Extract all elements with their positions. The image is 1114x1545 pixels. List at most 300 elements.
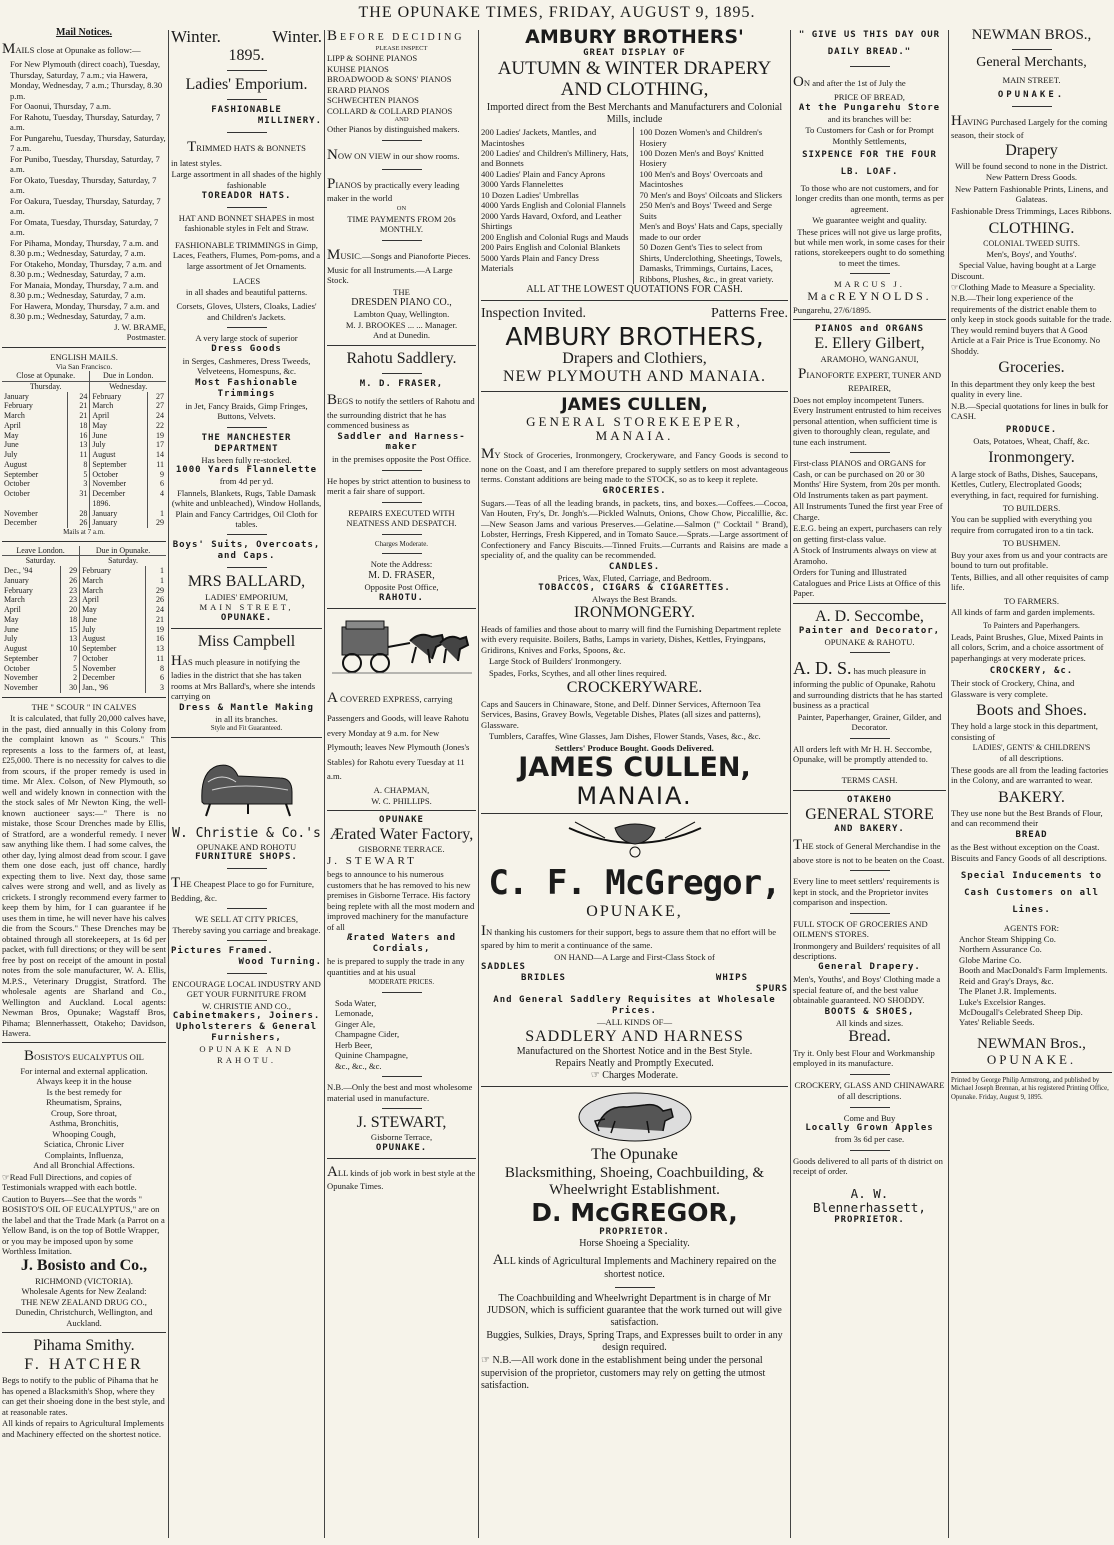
table-cell: 17 <box>156 440 164 450</box>
most-fashionable-body: in Jet, Fancy Braids, Gimp Fringes, Buttons, Velvets. <box>185 400 308 422</box>
table-cell: January <box>90 518 148 528</box>
mail-item: For Omata, Tuesday, Thursday, Saturday, 7 a.m. <box>10 216 159 238</box>
terms-cash: TERMS CASH. <box>841 775 898 786</box>
table-cell: July <box>80 625 146 635</box>
coachbuilding: The Coachbuilding and Wheelwright Department is in charge of Mr JUDSON, which is sufficient guarantee that the work turned out will give satisfaction. <box>487 1292 782 1328</box>
blacksmithing: Blacksmithing, Shoeing, Coachbuilding, & Wheelwright Establishment. <box>504 1164 765 1199</box>
groceries-quality: In this department they only keep the best quality in every line. <box>951 378 1095 400</box>
candles-heading: CANDLES. <box>608 561 661 572</box>
bosisto-read: Read Full Directions, and copies of Testimonials wrapped with each bottle. <box>2 1171 137 1193</box>
autumn-winter: AUTUMN & WINTER DRAPERY <box>497 57 772 79</box>
ambury-item: 400 Ladies' Plain and Fancy Aprons <box>481 168 605 179</box>
table-cell: August <box>80 634 146 644</box>
tents-billies: Tents, Billies, and all other requisites of camp life. <box>951 571 1109 593</box>
proprietor: PROPRIETOR. <box>599 1226 670 1237</box>
table-row <box>2 401 166 411</box>
pihama-name: F. HATCHER <box>24 1355 144 1373</box>
table-cell: September <box>80 644 146 654</box>
table-cell: February <box>80 566 146 576</box>
repairs-neatly: Repairs Neatly and Promptly Executed. <box>555 1058 714 1070</box>
remedy-item: Is the best remedy for <box>46 1086 122 1097</box>
agents-for: AGENTS FOR: <box>1003 923 1060 934</box>
table-row <box>2 576 166 586</box>
agent-item: Booth and MacDonald's Farm Implements. <box>959 965 1108 976</box>
pungarehu-store: At the Pungarehu Store <box>798 102 941 113</box>
new-pattern-prints: New Pattern Fashionable Prints, Linens, and Galateas. <box>955 183 1108 205</box>
table-cell: November <box>2 509 68 519</box>
ambury-item: 100 Dozen Women's and Children's Hosiery <box>639 127 763 148</box>
aerated-factory: Ærated Water Factory, <box>329 826 474 844</box>
daily-bread: " GIVE US THIS DAY OUR DAILY BREAD." <box>798 30 941 58</box>
mails-table-1 <box>2 371 166 528</box>
bosisto-agents: Wholesale Agents for New Zealand: <box>21 1286 147 1297</box>
scour-title: THE " SCOUR " IN CALVES <box>31 701 137 712</box>
buggies: Buggies, Sulkies, Drays, Spring Traps, and Expresses built to order in any design required. <box>486 1330 783 1354</box>
cabinetmakers: Cabinetmakers, Joiners. Upholsterers & General Furnishers, <box>172 1011 321 1044</box>
on-and-after: ON and after the 1st of July the <box>793 74 906 91</box>
trimmings: FASHIONABLE TRIMMINGS in Gimp, Laces, Feathers, Flumes, Pom-poms, and a large assortment of Jet Ornaments. <box>172 239 321 271</box>
table-cell: August <box>90 450 148 460</box>
bosisto-firm: J. Bosisto and Co., <box>20 1257 148 1275</box>
table-cell: 13 <box>60 634 80 644</box>
table-cell: 27 <box>156 391 164 401</box>
weight-quality: We guarantee weight and quality. <box>812 215 927 226</box>
table-cell: 15 <box>60 625 80 635</box>
english-mails-via: Via San Francisco. <box>55 362 113 372</box>
table-cell: 1 <box>160 508 164 518</box>
charges-moderate-2: Charges Moderate. <box>602 1070 679 1082</box>
table-cell: 28 <box>68 509 90 519</box>
all-kinds-of: —ALL KINDS OF— <box>596 1017 673 1028</box>
table-cell: December <box>80 673 146 683</box>
general-store: GENERAL STORE <box>805 805 934 823</box>
table-cell: 31 <box>68 489 90 499</box>
ads-initials: A. D. S. <box>793 658 852 679</box>
drink-item: Soda Water, <box>335 997 377 1008</box>
groceries-heading-2: Groceries. <box>998 359 1065 377</box>
aramoho: ARAMOHO, WANGANUI, <box>820 353 919 364</box>
builders: Large Stock of Builders' Ironmongery. <box>489 656 622 667</box>
macreynolds: MacREYNOLDS. <box>807 288 932 303</box>
dress-goods-body: in Serges, Cashmeres, Dress Tweeds, Velveteens, Homespuns, &c. <box>182 355 311 377</box>
new-pattern-dress: New Pattern Dress Goods. <box>985 172 1078 183</box>
drapers-clothiers: Drapers and Clothiers, <box>562 350 707 368</box>
table-row <box>2 595 166 605</box>
mail-item: For Oakura, Tuesday, Thursday, Saturday, 7 a.m. <box>10 195 161 217</box>
ballard-town: OPUNAKE. <box>220 612 273 623</box>
stewart-body: begs to announce to his numerous customers that he has removed to his new premises in Gisborne Terrace. His factory being replete with all the most modern and improved machinery for the manufacture of all <box>327 869 475 932</box>
newman-bros: NEWMAN BROS., <box>971 27 1092 43</box>
to-painters-body: Leads, Paint Brushes, Glue, Mixed Paints in all colors, Scrim, and a choice assortment of paperhangings at very moderate prices. <box>951 631 1104 663</box>
bosisto-drug: THE NEW ZEALAND DRUG CO., <box>21 1296 147 1307</box>
ambury-item: 100 Dozen Men's and Boys' Knitted Hosiery <box>639 147 764 169</box>
ambury-item: 10 Dozen Ladies' Umbrellas <box>481 189 579 200</box>
settlers-produce: Settlers' Produce Bought. Goods Delivered. <box>555 742 714 753</box>
latest-styles: in latest styles. <box>171 157 222 168</box>
scour-body: It is calculated, that fully 20,000 calves have, in the past, died annually in this Colony from the complaint known as " Scours." This represents a loss to the farmers of, at least, £25,000. There is no necessity for calves to die from scours, if the proper remedy is used in time. Mr Alex. Colson, of New Plymouth, so well and widely known in connection with the the stock sales of Mr Newton King, the well-known auctioneer says:—" There is no mistake, those Scour Drenches made by Ellis, of Stratford, are a wonderful remedy. I never saw anything like them. I had some calves, the other day, lying almost dead from scour. I gave them one dose each, just off chance, hardly expecting them to live. Next day, those same calves were strong and well, and as lively as crickets. I strongly recommend every farmer to keep them by him, for I can guarantee if he uses them in time, he will never have his calves die from the Scours." These Drenches may be obtained through all storekeepers, at 1s 6d per packet, with full directions; or they will be sent free by post on receipt of the amount in postal notes from the sole manufacturer, W. A. Ellis, M.P.S., Veterinary Druggist, Stratford. The wholesale agents are Sharland and Co., Wellington and Auckland. Local agents: Newman Bros, Opunake; Wagstaff Bros, Pihama; Blennerhassett, Otakeho; Davidson, Hawera. <box>2 713 166 1038</box>
saddle-crest-illustration <box>565 818 705 862</box>
groceries-nb: N.B.—Special quotations for lines in bulk for CASH. <box>951 400 1109 422</box>
table-row <box>2 431 166 441</box>
job-work: ALL kinds of job work in best style at the Opunake Times. <box>327 1163 476 1192</box>
mail-role: Postmaster. <box>126 332 166 343</box>
ambury-item: 4000 Yards English and Colonial Flannels <box>481 200 626 211</box>
bread-body: as the Best without exception on the Coast. <box>951 841 1100 852</box>
table-cell: 16 <box>68 431 90 441</box>
table-row <box>2 683 166 693</box>
saddles: SADDLES <box>481 962 526 973</box>
fashionable: FASHIONABLE <box>211 105 282 116</box>
ambury-title: AMBURY BROTHERS' <box>525 27 744 48</box>
please-inspect: PLEASE INSPECT <box>375 45 428 53</box>
horse-shoeing-illustration <box>575 1091 695 1143</box>
piano-item: SCHWECHTEN PIANOS <box>327 95 419 106</box>
clothing-heading: CLOTHING. <box>988 220 1075 238</box>
gilbert-employ: Does not employ incompetent Tuners. Every Instrument entrusted to him receives personal attention, when sufficient time is given to thoroughly clean, regulate, and tune each instrument. <box>793 394 942 447</box>
ambury-item: 2000 Yards Havard, Oxford, and Leather Shirtings <box>481 210 622 232</box>
pianos-organs: PIANOS and ORGANS <box>814 324 925 335</box>
table-cell: August <box>2 460 68 470</box>
table-cell: 4 <box>160 489 164 499</box>
trimmed-hats: TRIMMED HATS & BONNETS <box>187 139 306 156</box>
table-cell: 11 <box>156 653 164 663</box>
table-cell: 24 <box>156 411 164 421</box>
to-painters: To Painters and Paperhangers. <box>983 620 1080 630</box>
table-cell: December <box>90 489 148 499</box>
pianos-by: PIANOS by practically every leading maker in the world <box>327 175 460 204</box>
ambury-item: 50 Dozen Gent's Ties to select from <box>639 242 763 253</box>
biscuits: Biscuits and Fancy Goods of all descriptions. <box>951 853 1107 864</box>
table-cell: 7 <box>60 654 80 664</box>
mail-signature: J. W. BRAME, <box>114 321 166 332</box>
boots-ladies: LADIES', GENTS' & CHILDREN'S <box>972 743 1091 753</box>
the-opunake: The Opunake <box>591 1146 678 1164</box>
manaia: MANAIA. <box>595 428 674 444</box>
boys-suits: Boys' Suits, Overcoats, and Caps. <box>172 540 321 562</box>
remedy-item: Always keep it in the house <box>36 1076 132 1087</box>
ironmongery-heading-2: Ironmongery. <box>988 449 1075 467</box>
table-cell: 5 <box>68 470 90 480</box>
d-mcgregor: D. McGREGOR, <box>531 1198 738 1228</box>
customers-cash: To Customers for Cash or for Prompt Monthly Settlements, <box>805 125 934 146</box>
table-row <box>2 664 166 674</box>
table-cell: May <box>2 431 68 441</box>
drink-list <box>327 998 476 1071</box>
mantle-making: Dress & Mantle Making <box>179 702 314 713</box>
pictures-framed: Pictures Framed. <box>171 946 274 957</box>
table-subheader: Thursday. <box>2 381 90 391</box>
mail-item: For Punibo, Tuesday, Thursday, Saturday, 7 a.m. <box>10 153 160 175</box>
mail-item: For Oaonui, Thursday, 7 a.m. <box>10 101 111 112</box>
ambury-item: 250 Men's and Boys' Tweed and Serge Suits <box>639 200 772 221</box>
bosisto-sub: For internal and external application. <box>20 1065 148 1076</box>
table-cell: February <box>2 401 68 411</box>
stewart-name: J. STEWART, <box>356 1114 447 1131</box>
drink-item: Quinine Champagne, <box>335 1050 409 1061</box>
drink-item: Champagne Cider, <box>335 1029 400 1040</box>
masthead: THE OPUNAKE TIMES, FRIDAY, AUGUST 9, 1895. <box>358 4 756 21</box>
table-cell: 19 <box>156 624 164 634</box>
moderate-prices: MODERATE PRICES. <box>368 978 435 987</box>
table-subheader: Wednesday. <box>109 381 148 391</box>
ambury-item: 5000 Yards Plain and Fancy Dress Materials <box>481 252 599 274</box>
at-dunedin: And at Dunedin. <box>372 330 431 341</box>
special-value: Special Value, having bought at a Large Discount. <box>951 260 1096 281</box>
table-row <box>2 460 166 470</box>
remedy-item: Sciatica, Chronic Liver <box>44 1139 124 1150</box>
piano-item: LIPP & SOHNE PIANOS <box>327 53 418 64</box>
saddlery-harness: SADDLERY AND HARNESS <box>525 1027 744 1045</box>
table-row <box>2 615 166 625</box>
table-cell: 30 <box>60 683 80 693</box>
pihama-title: Pihama Smithy. <box>33 1337 135 1355</box>
table-cell: 29 <box>156 518 164 528</box>
boots-body: They hold a large stock in this department, consisting of <box>951 721 1098 742</box>
table-cell: January <box>2 576 60 586</box>
boots-shoes-heading: Boots and Shoes. <box>976 701 1087 719</box>
table-cell: 27 <box>156 401 164 411</box>
table-cell: 3 <box>160 683 164 693</box>
stewart-spaced: J. STEWART <box>327 854 417 867</box>
table-cell: April <box>80 595 146 605</box>
drapery: Drapery <box>1005 141 1058 159</box>
rahotu-saddlery: Rahotu Saddlery. <box>346 349 457 367</box>
apples-price: from 3s 6d per case. <box>834 1134 905 1145</box>
emporium-title: Ladies' Emporium. <box>185 75 308 93</box>
fashionable-trimmings: Fashionable Dress Trimmings, Laces Ribbons. <box>951 205 1112 216</box>
lowest-quotations: ALL AT THE LOWEST QUOTATIONS FOR CASH. <box>526 284 743 296</box>
table-cell: July <box>2 634 60 644</box>
ambury-item: 100 Men's and Boys' Overcoats and Macintoshes <box>639 168 763 190</box>
fraser-begs: BEGS to notify the settlers of Rahotu and the surrounding district that he has commenced business as <box>327 392 475 431</box>
brookes-manager: M. J. BROOKES ... ... Manager. <box>345 319 458 330</box>
table-row <box>2 499 166 509</box>
tuned-free: All Instruments Tuned the first year Free of Charge. <box>793 501 943 522</box>
mail-item: For Pungarehu, Tuesday, Thursday, Saturday, 7 a.m. <box>10 132 166 154</box>
drink-item: Herb Beer, <box>335 1039 373 1050</box>
covered-express: A COVERED EXPRESS, carrying Passengers and Goods, will leave Rahotu every Monday at 9 a.m. for New Plymouth; leaves New Plymouth (Jones's Stables) for Rahotu every Tuesday at 11 a.m. <box>327 689 470 782</box>
table-cell: 26 <box>156 595 164 605</box>
general-storekeeper: GENERAL STOREKEEPER, <box>526 413 743 429</box>
goods-delivered: Goods delivered to all parts of th district on receipt of order. <box>793 1155 943 1177</box>
table-cell: 18 <box>68 421 90 431</box>
on: ON <box>396 204 407 212</box>
opposite-post: Opposite Post Office, <box>364 582 439 593</box>
aerated-waters: Ærated Waters and Cordials, <box>346 933 457 955</box>
table-cell: July <box>2 450 68 460</box>
remedy-item: Croup, Sore throat, <box>51 1107 117 1118</box>
table-cell: 6 <box>160 479 164 489</box>
agent-item: Anchor Steam Shipping Co. <box>959 933 1056 944</box>
table-cell: 1 <box>160 575 164 585</box>
mail-item: For Rahotu, Tuesday, Thursday, Saturday, 7 a.m. <box>10 111 161 133</box>
fraser-name: M. D. FRASER, <box>359 379 444 390</box>
having-purchased: HAVING Purchased Largely for the coming season, their stock of <box>951 112 1108 141</box>
table-header: Leave London. <box>2 546 80 556</box>
to-builders-body: You can be supplied with everything you require from corrugated iron to a tin tack. <box>951 514 1094 535</box>
blennerhassett-proprietor: PROPRIETOR. <box>834 1215 905 1226</box>
table-cell: 29 <box>156 585 164 595</box>
to-builders: TO BUILDERS. <box>1002 503 1061 513</box>
table-row <box>2 411 166 421</box>
table-cell: May <box>2 615 60 625</box>
groceries-heading: GROCERIES. <box>602 485 667 496</box>
otakeho: OTAKEHO <box>847 794 892 805</box>
table-cell: October <box>2 664 60 674</box>
general-merchants: General Merchants, <box>976 55 1087 71</box>
first-class-pianos: First-class PIANOS and ORGANS for Cash, or can be purchased on 20 or 30 Months' Hire System, from 20s per month. Old Instruments taken as part payment. <box>793 458 941 500</box>
column-6 <box>949 27 1114 1539</box>
campbell-body: HAS much pleasure in notifying the ladies in the district that she has taken rooms at Mrs Ballard's, where she intends carrying on <box>171 653 316 702</box>
remedy-item: Complaints, Influenza, <box>44 1149 124 1160</box>
ads-trade: Painter, Paperhanger, Grainer, Gilder, and Decorator. <box>797 711 942 733</box>
table-cell: 24 <box>68 392 90 402</box>
hat-shapes: HAT AND BONNET SHAPES in most fashionable styles in Felt and Straw. <box>178 212 315 234</box>
opunake-rahotu: OPUNAKE & RAHOTU. <box>824 636 915 647</box>
to-bushmen: TO BUSHMEN. <box>1002 538 1061 549</box>
remedy-item: And all Bronchial Affections. <box>33 1160 135 1171</box>
stock-instruments: A Stock of Instruments always on view at Aramoho. <box>793 545 937 566</box>
the: THE <box>393 286 410 297</box>
table-cell: March <box>90 401 148 411</box>
table-cell: 29 <box>60 566 80 576</box>
time-payments: TIME PAYMENTS FROM 20s MONTHLY. <box>347 213 456 235</box>
ambury-item: 200 English and Colonial Rugs and Mauds <box>481 231 629 242</box>
stewart-nb: N.B.—Only the best and most wholesome material used in manufacture. <box>327 1082 473 1103</box>
wood-turning: Wood Turning. <box>238 956 322 967</box>
table-cell: 20 <box>60 605 80 615</box>
christie-places: OPUNAKE AND ROHOTU <box>196 841 297 852</box>
stewart-town: OPUNAKE. <box>375 1142 428 1153</box>
table-cell: Dec., '94 <box>2 566 60 576</box>
table-cell <box>148 499 166 509</box>
agricultural-implements: ALL kinds of Agricultural Implements and Machinery repaired on the shortest notice. <box>492 1252 777 1281</box>
table-cell: October <box>90 470 148 480</box>
table-cell: Jan., '96 <box>80 683 146 693</box>
made-to-measure: Clothing Made to Measure a Speciality. <box>958 281 1096 292</box>
colonial-tweed: COLONIAL TWEED SUITS. <box>983 238 1080 248</box>
encourage: ENCOURAGE LOCAL INDUSTRY AND GET YOUR FURNITURE FROM <box>172 978 321 1000</box>
mail-intro: MAILS close at Opunake as follow:— <box>2 41 141 58</box>
come-and-buy: Come and Buy <box>843 1112 896 1123</box>
table-cell: October <box>80 654 146 664</box>
table-cell: 24 <box>156 605 164 615</box>
stewart-prepared: he is prepared to supply the trade in any quantities and at his usual <box>327 956 465 977</box>
mail-item: For Pihama, Monday, Thursday, 7 a.m. and 8.30 p.m.; Wednesday, Saturday, 7 a.m. <box>10 237 159 259</box>
mcgregor-town: OPUNAKE, <box>586 902 683 920</box>
table-cell: October <box>2 479 68 489</box>
table-cell: June <box>90 431 148 441</box>
column-5 <box>791 27 948 1539</box>
seccombe-name: A. D. Seccombe, <box>815 607 924 625</box>
mcgregor-title: C. F. McGregor, <box>488 863 781 904</box>
pointing-hand-icon: ☞ <box>2 1171 10 1182</box>
table-cell: 26 <box>60 576 80 586</box>
to-bushmen-body: Buy your axes from us and your contracts are bound to turn out profitable. <box>951 549 1108 571</box>
piano-list <box>327 53 476 116</box>
pointing-hand-icon: ☞ <box>951 281 959 292</box>
table-row <box>2 470 166 480</box>
table-cell: 2 <box>60 673 80 683</box>
table-cell: 14 <box>156 450 164 460</box>
main-street: MAIN STREET. <box>1002 75 1061 86</box>
ironmongery-body: Heads of families and those about to marry will find the Furnishing Department replete with every requisite. Boilers, Baths, Lamps in variety, Dishes, Kettles, Fryingpans, Gridirons, Knives and Forks, Spoons, &c. <box>481 623 781 655</box>
drink-item: Ginger Ale, <box>335 1018 376 1029</box>
ambury-list-left <box>481 127 634 284</box>
remedy-item: Asthma, Bronchitis, <box>49 1118 119 1129</box>
table-cell: 21 <box>68 401 90 411</box>
agent-item: Luke's Excelsior Ranges. <box>959 996 1046 1007</box>
piano-item: COLLARD & COLLARD PIANOS <box>327 105 453 116</box>
table-header: Due in Opunake. <box>80 546 166 556</box>
bakery-heading: BAKERY. <box>998 788 1065 806</box>
piano-item: ERARD PIANOS <box>327 84 390 95</box>
table-cell: March <box>80 586 146 596</box>
table-cell: May <box>90 421 148 431</box>
christie-title: W. Christie & Co.'s <box>172 825 321 841</box>
flannelette: 1000 Yards Flannelette <box>175 465 318 476</box>
table-row <box>2 654 166 664</box>
table-cell: 21 <box>156 614 164 624</box>
bridles: BRIDLES <box>521 973 566 984</box>
laces-sub: in all shades and beautiful patterns. <box>185 286 308 297</box>
mail-notices-title: Mail Notices. <box>55 27 113 38</box>
millinery: MILLINERY. <box>257 116 322 127</box>
agent-item: McDougall's Celebrated Sheep Dip. <box>959 1007 1083 1017</box>
repairs-executed: REPAIRS EXECUTED WITH NEATNESS AND DESPATCH. <box>346 507 457 529</box>
table-cell: 16 <box>156 634 164 644</box>
bread: Bread. <box>848 1028 891 1046</box>
table-cell: May <box>80 605 146 615</box>
ads-orders: All orders left with Mr H. H. Seccombe, Opunake, will be promptly attended to. <box>793 743 932 764</box>
table-cell: 18 <box>60 615 80 625</box>
music-instruments: Music for all Instruments.—A Large Stock. <box>327 264 453 286</box>
ballard-street: MAIN STREET, <box>199 602 294 613</box>
table-row <box>2 605 166 615</box>
bosisto-caution: Caution to Buyers—See that the words " BOSISTO'S OIL OF EUCALYPTUS," are on the label and that the Trade Mark (a Parrot on a Yellow Band, is on the top of Bottle Wrapper, or you may be imposed upon by some Worthless Imitation. <box>2 1193 165 1256</box>
stagecoach-illustration <box>332 613 472 683</box>
table-cell: June <box>80 615 146 625</box>
orders-tuning: Orders for Tuning and Illustrated Catalogues and Price Lists at Office of this Paper. <box>793 567 941 599</box>
note-address: Note the Address: <box>370 559 433 570</box>
christie-footer: OPUNAKE AND RAHOTU. <box>199 1044 294 1065</box>
table-cell: September <box>2 654 60 664</box>
crockeryware-heading: CROCKERYWARE. <box>566 679 703 697</box>
table-cell: June <box>2 440 68 450</box>
table-cell: 5 <box>60 664 80 674</box>
ellery-gilbert: E. Ellery Gilbert, <box>814 335 925 353</box>
ambury-item: 200 Ladies' and Children's Millinery, Hats, and Bonnets <box>481 147 629 169</box>
table-cell: March <box>2 595 60 605</box>
agent-list <box>951 934 1112 1028</box>
charges-moderate: Charges Moderate. <box>374 539 429 548</box>
rahotu: RAHOTU. <box>379 592 424 603</box>
flannelette-price: from 4d per yd. <box>219 476 274 487</box>
table-cell: September <box>2 470 68 480</box>
bosisto-list <box>2 1076 166 1170</box>
table-cell: 13 <box>68 440 90 450</box>
pointing-hand-icon: ☞ <box>590 1070 603 1082</box>
furniture-shops: FURNITURE SHOPS. <box>195 852 298 863</box>
bosisto-cities: Dunedin, Christchurch, Wellington, and Auckland. <box>15 1307 153 1328</box>
pihama-body-2: All kinds of repairs to Agricultural Implements and Machinery effected on the shortest notice. <box>2 1418 164 1439</box>
table-cell: November <box>90 479 148 489</box>
tobaccos-body: Always the Best Brands. <box>592 593 677 604</box>
mails-table-2 <box>2 546 166 693</box>
mail-item: For New Plymouth (direct coach), Tuesday, Thursday, Saturday, 7 a.m.; via Hawera, Monday, Wednesday, 7 a.m.; Thursday, 8.30 p.m. <box>10 59 163 101</box>
pihama-body: Begs to notify to the public of Pihama that he has opened a Blacksmith's Shop, where they can get their shoeing done in the best style, and at reasonable rates. <box>2 1375 165 1417</box>
newman-nb: N.B.—Their long experience of the requirements of the district enable them to only keep in stock goods suitable for the trade. They would remind buyers that A Good Article at a Fair Price is True Economy. No Shoddy. <box>951 293 1112 356</box>
